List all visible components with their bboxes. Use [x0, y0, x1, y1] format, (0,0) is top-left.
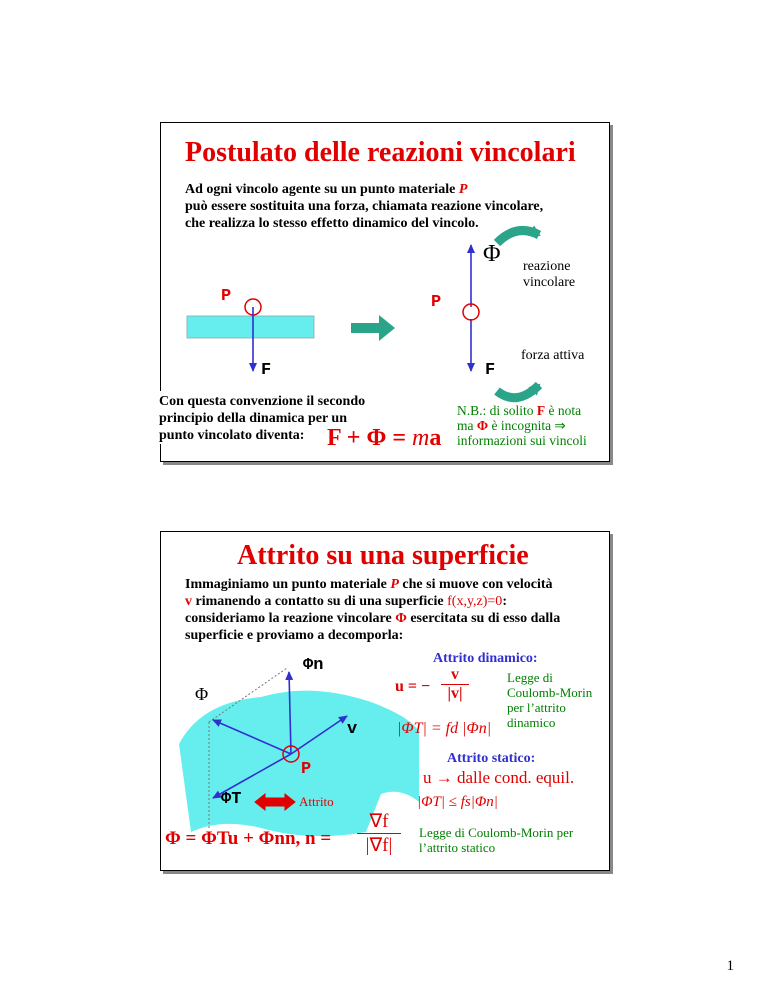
dyn-friction-title: Attrito dinamico:: [433, 651, 538, 666]
slide1-title: Postulato delle reazioni vincolari: [185, 137, 576, 168]
convention-text: Con questa convenzione il secondo principio della dinamica per un punto vincolato diventa:: [155, 391, 419, 444]
static-u: u → dalle cond. equil.: [423, 768, 575, 787]
dyn-friction-law: |ΦT| = fd |Φn|: [397, 720, 492, 737]
reaction-curve-arrow: [497, 231, 539, 244]
slide-reazioni-vincolari: [160, 122, 610, 462]
label-p: P: [301, 760, 312, 779]
attrito-label: Attrito: [299, 794, 334, 809]
label-f-right: F: [485, 361, 496, 380]
label-phi-2: Φ: [195, 684, 209, 704]
slide2-intro: Immaginiamo un punto materiale P che si muove con velocità v rimanendo a contatto su di una superficie f(x,y,z)=0: consideriamo la reazione vincolare Φ esercitata su di esso dalla superficie e proviamo a decomporla:: [185, 577, 561, 643]
label-v: v: [347, 720, 358, 739]
label-phi-n: Φn: [303, 656, 324, 675]
label-f-left: F: [261, 361, 272, 380]
reazione-vincolare-label: reazione vincolare: [523, 259, 576, 290]
intro-line3: che realizza lo stesso effetto dinamico del vincolo.: [185, 216, 479, 231]
newton-equation: F + Φ = ma: [327, 425, 442, 451]
v-fraction: v |v|: [441, 666, 469, 703]
u-definition: u = −: [395, 678, 431, 695]
intro-text: Ad ogni vincolo agente su un punto materiale: [185, 182, 459, 197]
static-friction-title: Attrito statico:: [447, 751, 536, 766]
intro-line2: può essere sostituita una forza, chiamata reazione vincolare,: [185, 199, 544, 214]
label-p-left: P: [221, 287, 232, 306]
page-number: 1: [726, 958, 734, 974]
slide2-title: Attrito su una superficie: [237, 540, 529, 571]
transform-arrow: [351, 315, 395, 341]
constraint-bar: [187, 316, 314, 338]
dyn-law-note: Legge di Coulomb-Morin per l’attrito dinamico: [507, 670, 593, 730]
decomposition-formula: Φ = ΦTu + Φnn, n =: [165, 828, 332, 849]
grad-f-fraction: ∇f |∇f|: [357, 810, 401, 857]
label-phi-t: ΦT: [221, 790, 242, 809]
label-p-right: P: [431, 293, 442, 312]
nb-note: N.B.: di solito F è nota ma Φ è incognita ⇒ informazioni sui vincoli: [457, 403, 587, 448]
static-friction-law: |ΦT| ≤ fs|Φn|: [417, 794, 498, 810]
force-curve-arrow: [497, 385, 539, 398]
static-law-note: Legge di Coulomb-Morin per l’attrito statico: [419, 825, 574, 855]
intro-point-p: P: [458, 182, 468, 197]
slide-attrito: [160, 531, 610, 871]
forza-attiva-label: forza attiva: [521, 348, 585, 363]
label-phi: Φ: [483, 241, 501, 267]
